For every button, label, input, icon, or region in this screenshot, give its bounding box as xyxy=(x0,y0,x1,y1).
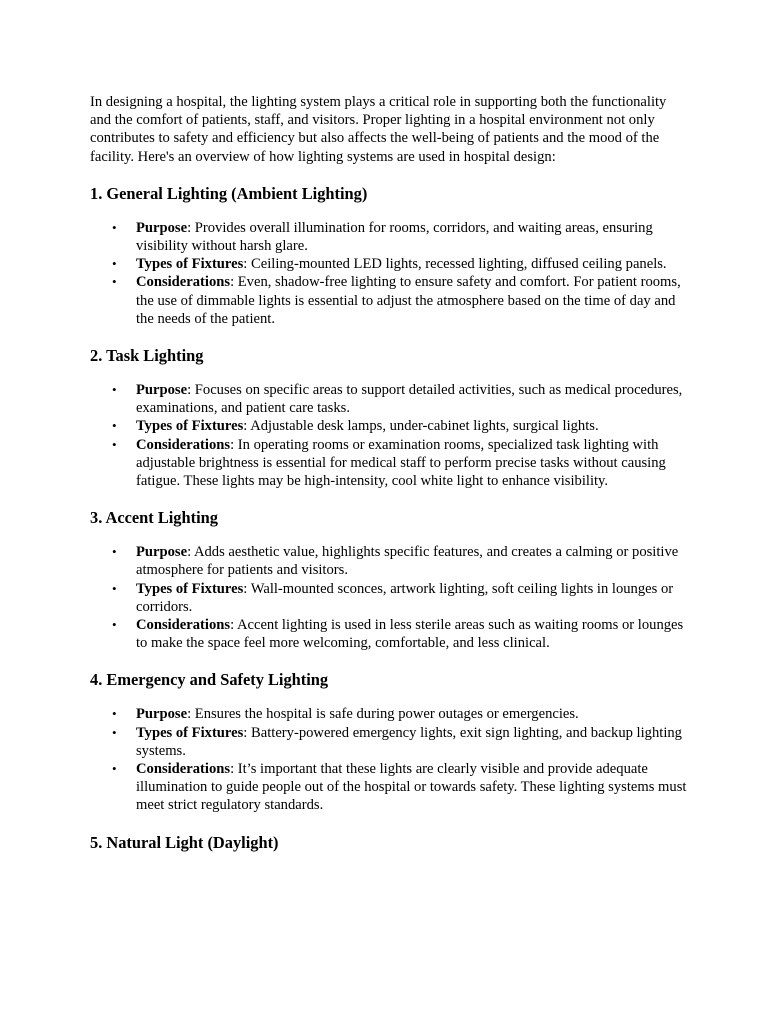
bullet-text: : Accent lighting is used in less sterile areas such as waiting rooms or lounges to make the space feel more welcoming, comfortable, and less clinical. xyxy=(136,617,684,652)
bullet-text: : Provides overall illumination for rooms, corridors, and waiting areas, ensuring visibility without harsh glare. xyxy=(136,219,653,255)
bullet-dot-icon: • xyxy=(112,418,117,434)
bullet-term: Purpose xyxy=(136,544,188,561)
bullet-item xyxy=(90,255,690,273)
bullet-term: Purpose xyxy=(136,706,188,723)
bullet-item xyxy=(90,417,690,435)
bullet-text: : Even, shadow-free lighting to ensure safety and comfort. For patient rooms, the use of dimmable lights is essential to adjust the atmosphere based on the time of day and the needs of the patient. xyxy=(136,274,681,327)
intro-paragraph: In designing a hospital, the lighting system plays a critical role in supporting both the functionality and the comfort of patients, staff, and visitors. Proper lighting in a hospital environment not only contributes to safety and efficiency but also affects the well-being of patients and the mood of the facility. Here's an overview of how lighting systems are used in hospital design: xyxy=(90,94,667,165)
bullet-term: Considerations xyxy=(136,274,231,291)
document-page xyxy=(90,93,690,853)
bullet-dot-icon: • xyxy=(112,724,117,740)
section-heading: 4. Emergency and Safety Lighting xyxy=(90,670,329,690)
bullet-text: : Adjustable desk lamps, under-cabinet lights, surgical lights. xyxy=(243,418,599,435)
bullet-text: : Ensures the hospital is safe during power outages or emergencies. xyxy=(187,706,579,723)
bullet-list xyxy=(90,381,690,490)
bullet-dot-icon: • xyxy=(112,761,117,777)
bullet-text: : Adds aesthetic value, highlights specific features, and creates a calming or positive atmosphere for patients and visitors. xyxy=(136,544,679,579)
bullet-item xyxy=(90,543,690,579)
bullet-text: : In operating rooms or examination rooms, specialized task lighting with adjustable brightness is essential for medical staff to perform precise tasks without causing fatigue. These lights may be high-intensity, cool white light to enhance visibility. xyxy=(136,436,666,490)
section-heading: 3. Accent Lighting xyxy=(90,508,218,528)
bullet-item xyxy=(90,705,690,723)
bullet-text: : Battery-powered emergency lights, exit sign lighting, and backup lighting systems. xyxy=(136,724,682,759)
bullet-dot-icon: • xyxy=(112,580,117,596)
bullet-term: Types of Fixtures xyxy=(136,256,244,273)
bullet-term: Considerations xyxy=(136,761,231,778)
bullet-term: Types of Fixtures xyxy=(136,580,244,597)
bullet-list xyxy=(90,543,690,652)
bullet-list xyxy=(90,219,690,328)
bullet-dot-icon: • xyxy=(112,382,117,398)
bullet-list xyxy=(90,705,690,814)
sections-container xyxy=(90,183,690,853)
bullet-text: : Focuses on specific areas to support detailed activities, such as medical procedures, examinations, and patient care tasks. xyxy=(136,382,683,417)
bullet-dot-icon: • xyxy=(112,617,117,633)
bullet-term: Types of Fixtures xyxy=(136,418,244,435)
bullet-item xyxy=(90,273,690,328)
bullet-item xyxy=(90,616,690,652)
bullet-item xyxy=(90,580,690,616)
bullet-dot-icon: • xyxy=(112,706,117,722)
bullet-text: : Ceiling-mounted LED lights, recessed lighting, diffused ceiling panels. xyxy=(243,256,667,273)
bullet-item xyxy=(90,436,690,491)
bullet-item xyxy=(90,724,690,760)
bullet-term: Considerations xyxy=(136,617,231,634)
section-heading: 1. General Lighting (Ambient Lighting) xyxy=(90,183,368,203)
section-heading: 5. Natural Light (Daylight) xyxy=(90,832,279,852)
bullet-term: Purpose xyxy=(136,382,188,399)
bullet-term: Purpose xyxy=(136,219,188,236)
bullet-dot-icon: • xyxy=(112,256,117,272)
bullet-item xyxy=(90,381,690,417)
bullet-dot-icon: • xyxy=(112,436,117,452)
bullet-text: : It’s important that these lights are clearly visible and provide adequate illumination to guide people out of the hospital or towards safety. These lighting systems must meet strict regulatory standards. xyxy=(136,761,687,814)
bullet-item xyxy=(90,219,690,255)
bullet-term: Types of Fixtures xyxy=(136,724,244,741)
bullet-item xyxy=(90,760,690,815)
bullet-dot-icon: • xyxy=(112,274,117,290)
bullet-dot-icon: • xyxy=(112,219,117,235)
section-heading: 2. Task Lighting xyxy=(90,346,204,366)
bullet-text: : Wall-mounted sconces, artwork lighting, soft ceiling lights in lounges or corridors. xyxy=(136,580,674,615)
bullet-term: Considerations xyxy=(136,436,231,453)
bullet-dot-icon: • xyxy=(112,544,117,560)
